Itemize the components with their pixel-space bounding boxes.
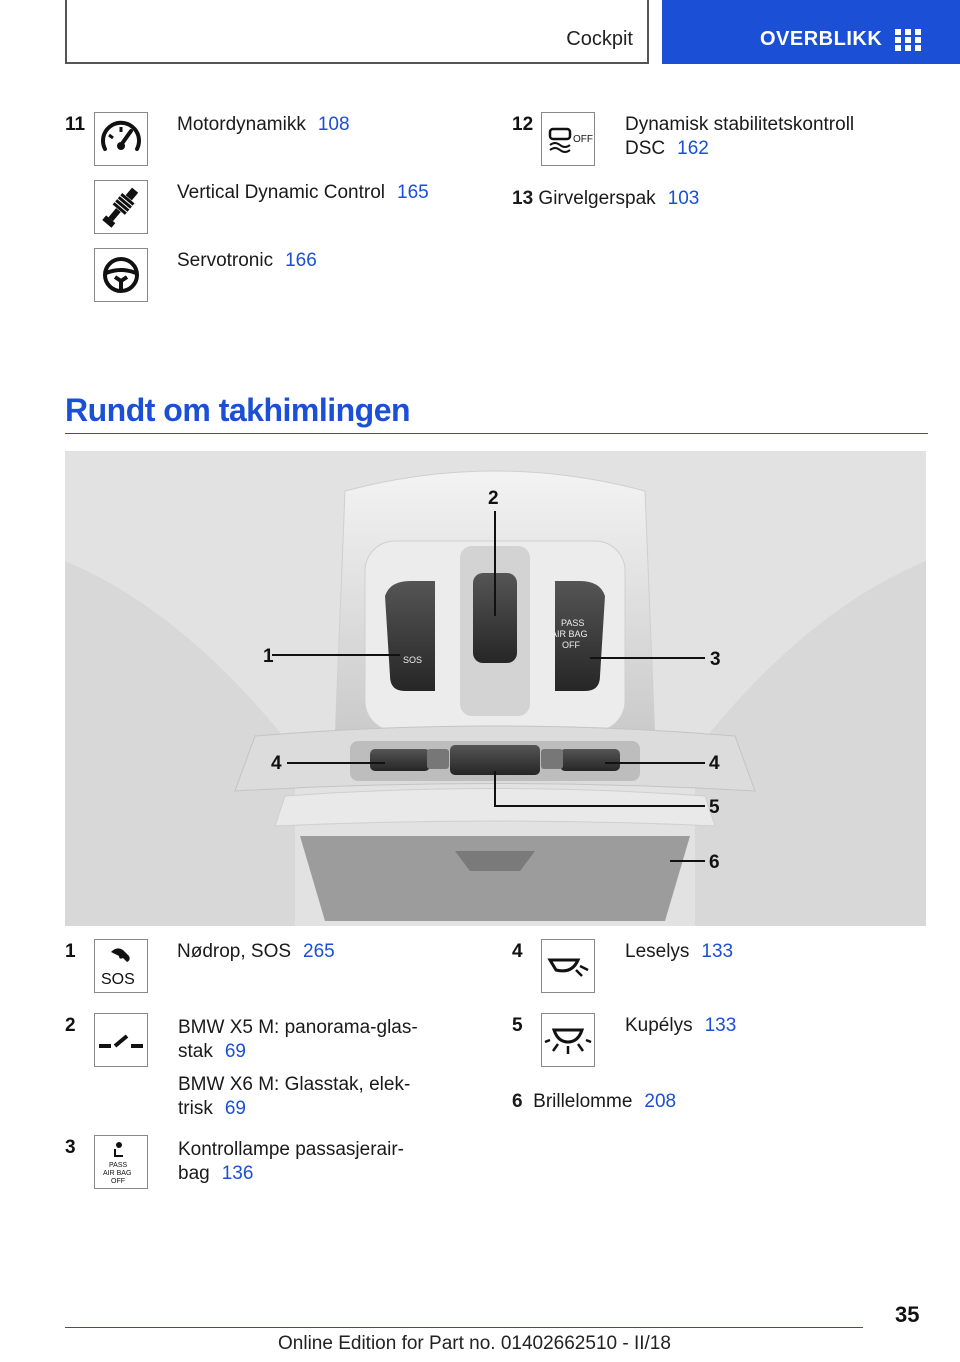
steering-wheel-icon	[94, 248, 148, 302]
item-text: Dynamisk stabilitetskontroll DSC 162	[625, 114, 855, 159]
interior-light-icon	[541, 1013, 595, 1067]
sos-icon	[94, 939, 148, 993]
item-text: BMW X5 M: panorama-glas- stak 69 BMW X6 M: Glasstak, elek- trisk 69	[178, 1017, 418, 1119]
section-title: Rundt om takhimlingen	[65, 392, 411, 428]
page-ref-link[interactable]: 133	[701, 941, 734, 962]
callout-3: 3	[710, 649, 721, 670]
item-text: Kontrollampe passasjerair- bag 136	[178, 1139, 404, 1184]
svg-text:OFF: OFF	[562, 640, 580, 650]
item-text: Nødrop, SOS 265	[177, 941, 335, 962]
footer-edition-text: Online Edition for Part no. 01402662510 - II/18	[278, 1333, 671, 1354]
grid-icon	[895, 29, 921, 51]
overview-tab[interactable]	[662, 0, 960, 64]
callout-4-left: 4	[271, 753, 282, 774]
gauge-icon	[94, 112, 148, 166]
page-ref-link[interactable]: 166	[285, 250, 317, 271]
svg-text:SOS: SOS	[403, 655, 423, 665]
page-ref-link[interactable]: 103	[667, 188, 700, 209]
item-number: 3	[65, 1137, 76, 1158]
overview-tab-label: OVERBLIKK	[760, 28, 883, 50]
page-number: 35	[895, 1302, 920, 1327]
page-ref-link[interactable]: 165	[397, 182, 429, 203]
page-ref-link[interactable]: 136	[221, 1163, 254, 1184]
reading-light-icon	[541, 939, 595, 993]
dsc-off-icon	[541, 112, 595, 166]
svg-text:PASS: PASS	[109, 1162, 128, 1169]
item-number: 11	[65, 114, 86, 135]
callout-4-right: 4	[709, 753, 720, 774]
svg-text:AIR BAG: AIR BAG	[551, 629, 588, 639]
item-text: 6 Brillelomme 208	[512, 1091, 677, 1112]
item-text: Motordynamikk 108	[177, 114, 350, 135]
item-number: 2	[65, 1015, 76, 1036]
callout-5: 5	[709, 797, 720, 818]
shock-absorber-icon	[94, 180, 148, 234]
callout-1: 1	[263, 646, 274, 667]
item-number: 12	[512, 114, 534, 135]
header-section-label: Cockpit	[566, 28, 633, 50]
svg-text:SOS: SOS	[101, 971, 135, 988]
item-text: Leselys 133	[625, 941, 734, 962]
svg-text:AIR BAG: AIR BAG	[103, 1170, 132, 1177]
page-ref-link[interactable]: 69	[224, 1098, 246, 1119]
header-section-box	[65, 0, 649, 64]
callout-6: 6	[709, 852, 720, 873]
item-number: 4	[512, 941, 523, 962]
item-text: Vertical Dynamic Control 165	[177, 182, 429, 203]
passenger-airbag-off-icon	[94, 1135, 148, 1189]
svg-text:OFF: OFF	[573, 134, 593, 145]
page-ref-link[interactable]: 108	[317, 114, 350, 135]
page-ref-link[interactable]: 69	[224, 1041, 246, 1062]
item-text: 13 Girvelgerspak 103	[512, 188, 700, 209]
sunroof-icon	[94, 1013, 148, 1067]
footer-divider	[65, 1327, 863, 1328]
section-divider	[65, 433, 928, 434]
page-ref-link[interactable]: 162	[677, 138, 709, 159]
svg-text:PASS: PASS	[561, 618, 585, 628]
item-number: 5	[512, 1015, 523, 1036]
callout-2: 2	[488, 488, 499, 509]
page-ref-link[interactable]: 265	[303, 941, 335, 962]
item-number: 1	[65, 941, 76, 962]
item-text: Servotronic 166	[177, 250, 317, 271]
svg-text:OFF: OFF	[111, 1178, 125, 1185]
page-ref-link[interactable]: 133	[704, 1015, 737, 1036]
page-ref-link[interactable]: 208	[644, 1091, 677, 1112]
roofliner-photo	[65, 451, 926, 926]
item-text: Kupélys 133	[625, 1015, 737, 1036]
